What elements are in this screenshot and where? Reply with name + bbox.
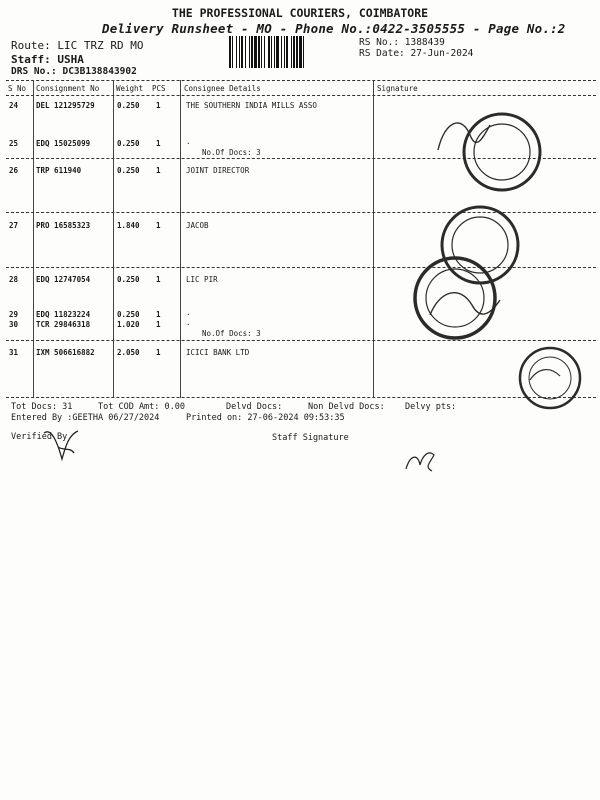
row-consignee: THE SOUTHERN INDIA MILLS ASSO — [186, 101, 317, 110]
col-divider — [33, 80, 34, 398]
drs-number: DRS No.: DC3B138843902 — [11, 66, 137, 77]
row-pcs: 1 — [156, 139, 161, 148]
row-sno: 26 — [9, 166, 19, 175]
row-consignment: PRO 16585323 — [36, 221, 91, 230]
row-consignment: TRP 611940 — [36, 166, 82, 175]
row-weight: 1.020 — [117, 320, 140, 329]
row-pcs: 1 — [156, 221, 161, 230]
col-header-consignment: Consignment No — [36, 84, 100, 93]
company-title: THE PROFESSIONAL COURIERS, COIMBATORE — [171, 6, 429, 20]
col-header-pcs: PCS — [152, 84, 166, 93]
row-sno: 28 — [9, 275, 19, 284]
row-consignment: TCR 29846318 — [36, 320, 91, 329]
delivered-docs: Delvd Docs: — [226, 402, 283, 412]
total-cod-amount: Tot COD Amt: 0.00 — [98, 402, 185, 412]
row-consignment: EDQ 15025099 — [36, 139, 91, 148]
col-header-consignee: Consignee Details — [184, 84, 261, 93]
route-label: Route: LIC TRZ RD MO — [11, 39, 144, 52]
total-docs: Tot Docs: 31 — [11, 402, 73, 412]
row-pcs: 1 — [156, 101, 161, 110]
col-divider — [373, 80, 374, 398]
row-pcs: 1 — [156, 275, 161, 284]
table-top-rule — [6, 80, 596, 81]
row-consignment: DEL 121295729 — [36, 101, 95, 110]
staff-label: Staff: USHA — [11, 53, 84, 66]
row-sno: 24 — [9, 101, 19, 110]
barcode-image — [229, 36, 351, 68]
staff-signature-image — [402, 445, 442, 475]
row-weight: 2.050 — [117, 348, 140, 357]
rs-number: RS No.: 1388439 — [359, 37, 445, 48]
row-consignee: . — [186, 318, 191, 327]
row-pcs: 1 — [156, 320, 161, 329]
row-doc-count: No.Of Docs: 3 — [202, 329, 261, 338]
row-consignee: ICICI BANK LTD — [186, 348, 250, 357]
row-doc-count: No.Of Docs: 3 — [202, 148, 261, 157]
row-sno: 25 — [9, 139, 19, 148]
row-consignee: . — [186, 308, 191, 317]
row-sno: 31 — [9, 348, 19, 357]
row-weight: 1.840 — [117, 221, 140, 230]
row-consignment: IXM 506616882 — [36, 348, 95, 357]
col-header-signature: Signature — [377, 84, 418, 93]
rs-date: RS Date: 27-Jun-2024 — [359, 48, 474, 59]
verified-by-label: Verified By — [11, 432, 68, 442]
row-sno: 29 — [9, 310, 19, 319]
row-pcs: 1 — [156, 310, 161, 319]
non-delivered-docs: Non Delvd Docs: — [308, 402, 385, 412]
entered-by: Entered By :GEETHA 06/27/2024 — [11, 413, 160, 423]
staff-signature-label: Staff Signature — [272, 433, 349, 443]
col-header-weight: Weight — [116, 84, 144, 93]
row-consignee: LIC PIR — [186, 275, 218, 284]
row-weight: 0.250 — [117, 275, 140, 284]
row-pcs: 1 — [156, 348, 161, 357]
row-consignee: . — [186, 137, 191, 146]
printed-on: Printed on: 27-06-2024 09:53:35 — [186, 413, 345, 423]
row-weight: 0.250 — [117, 166, 140, 175]
table-header-rule — [6, 95, 596, 96]
col-divider — [180, 80, 181, 398]
row-sno: 30 — [9, 320, 19, 329]
runsheet-subtitle: Delivery Runsheet - MO - Phone No.:0422-3505555 - Page No.:2 — [102, 21, 566, 36]
row-consignment: EDQ 12747054 — [36, 275, 91, 284]
verifier-signature-image — [40, 425, 85, 467]
row-weight: 0.250 — [117, 101, 140, 110]
col-divider — [113, 80, 114, 398]
row-consignee: JACOB — [186, 221, 209, 230]
row-weight: 0.250 — [117, 310, 140, 319]
row-sno: 27 — [9, 221, 19, 230]
row-pcs: 1 — [156, 166, 161, 175]
delivery-points: Delvy pts: — [405, 402, 457, 412]
row-consignee: JOINT DIRECTOR — [186, 166, 250, 175]
delivery-stamps-image — [410, 110, 595, 410]
row-consignment: EDQ 11823224 — [36, 310, 91, 319]
col-header-sno: S No — [8, 84, 27, 93]
row-weight: 0.250 — [117, 139, 140, 148]
